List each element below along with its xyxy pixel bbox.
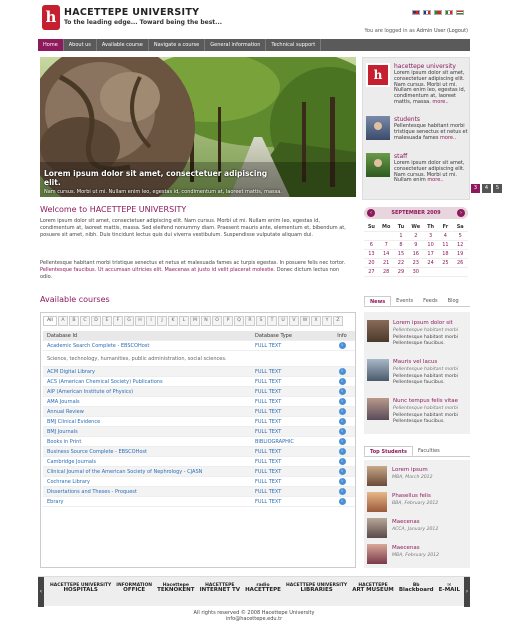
welcome-paragraph: Pellentesque habitant morbi tristique senectus et netus et malesuada fames ac turpis egestas. In posuere felis nec tortor. Pellentesque faucibus. Ut accumsan ultricies elit. Maecenas at justo id velit placerat molestie. Donec dictum lectus non odio. — [40, 260, 346, 280]
alphabet-tab-m[interactable]: M — [190, 316, 200, 326]
table-row — [43, 427, 355, 437]
table-row — [43, 407, 355, 417]
info-icon[interactable]: i — [339, 478, 346, 485]
student-name[interactable]: Maecenas — [392, 545, 420, 551]
database-name-link[interactable]: AMA Journals — [47, 399, 80, 405]
info-cell — [329, 467, 355, 476]
feature-item — [366, 113, 468, 155]
alphabet-tab-all[interactable]: All — [43, 316, 57, 326]
feature-text: Pellentesque habitant morbi tristique senectus et netus et malesuada fames more.. — [394, 123, 468, 141]
partner-logo-name: LIBRARIES — [300, 587, 333, 593]
welcome-title: Welcome to HACETTEPE UNIVERSITY — [40, 205, 187, 214]
info-icon[interactable]: i — [339, 368, 346, 375]
info-cell — [329, 417, 355, 426]
database-name-link[interactable]: AIP (American Institute of Physics) — [47, 389, 134, 395]
user-link[interactable]: Admin User — [416, 28, 446, 34]
alphabet-tab-g[interactable]: G — [124, 316, 134, 326]
info-cell — [329, 427, 355, 436]
calendar — [364, 207, 470, 291]
database-description: Science, technology, humanities, public administration, social sciences. — [43, 351, 355, 367]
calendar-day[interactable]: 20 — [364, 259, 379, 268]
students-thumb-icon[interactable] — [366, 116, 390, 140]
database-type: FULL TEXT — [255, 429, 282, 435]
partner-logo[interactable] — [399, 583, 434, 593]
partner-logo[interactable] — [286, 583, 347, 593]
info-icon[interactable]: i — [339, 408, 346, 415]
partner-logo[interactable] — [50, 583, 111, 593]
uk-flag-icon[interactable] — [412, 10, 420, 15]
partner-logo-small: HACETTEPE — [205, 583, 235, 588]
student-avatar[interactable] — [367, 492, 387, 512]
partner-logos — [50, 583, 460, 593]
database-type: FULL TEXT — [255, 399, 282, 405]
info-cell — [329, 377, 355, 386]
calendar-day[interactable]: 24 — [423, 259, 438, 268]
database-name-link[interactable]: ACS (American Chemical Society) Publications — [47, 379, 163, 385]
database-name-link[interactable]: Cambridge Journals — [47, 459, 96, 465]
student-program: BBA, February 2012 — [392, 501, 439, 506]
database-name-link[interactable]: Annual Review — [47, 409, 84, 415]
courses-title: Available courses — [40, 295, 110, 304]
calendar-day[interactable]: 22 — [394, 259, 409, 268]
more-link[interactable]: more.. — [427, 177, 444, 184]
info-cell — [329, 437, 355, 446]
alphabet-tab-z[interactable]: Z — [333, 316, 343, 326]
alphabet-tab-j[interactable]: J — [157, 316, 167, 326]
calendar-day[interactable]: 7 — [379, 241, 394, 250]
alphabet-tab-s[interactable]: S — [256, 316, 266, 326]
calendar-day[interactable]: 19 — [453, 250, 468, 259]
partner-logo-name: OFFICE — [123, 587, 146, 593]
tab-top-students[interactable]: Top Students — [364, 446, 413, 456]
calendar-weekday: Sa — [453, 223, 468, 232]
info-cell — [329, 367, 355, 376]
calendar-day[interactable]: 13 — [364, 250, 379, 259]
info-icon[interactable]: i — [339, 378, 346, 385]
feature-title[interactable]: staff — [394, 153, 408, 160]
copyright: All rights reserved © 2008 Hacettepe University — [193, 610, 315, 616]
people-tabs — [364, 446, 470, 457]
database-type: FULL TEXT — [255, 419, 282, 425]
info-icon[interactable]: i — [339, 418, 346, 425]
calendar-day[interactable]: 15 — [394, 250, 409, 259]
feature-panel — [362, 57, 470, 200]
database-name-link[interactable]: Ebrary — [47, 499, 64, 505]
student-item — [367, 491, 469, 516]
database-type: FULL TEXT — [255, 409, 282, 415]
logout-link[interactable]: (Logout) — [446, 28, 468, 34]
alphabet-tab-u[interactable]: U — [278, 316, 288, 326]
student-name[interactable]: Lorem ipsum — [392, 467, 428, 473]
courses-table — [43, 331, 355, 507]
portugal-flag-icon[interactable] — [434, 10, 442, 15]
calendar-day[interactable]: 11 — [438, 241, 453, 250]
feature-item — [366, 150, 468, 192]
calendar-day[interactable]: 6 — [364, 241, 379, 250]
info-cell — [329, 487, 355, 496]
student-program: ACCA, January 2012 — [392, 527, 439, 532]
calendar-day[interactable]: 30 — [408, 268, 423, 277]
calendar-month: SEPTEMBER 2009 — [391, 210, 441, 216]
calendar-day[interactable]: 17 — [423, 250, 438, 259]
partner-logo[interactable] — [157, 583, 194, 593]
login-status — [365, 28, 468, 34]
alphabet-tab-p[interactable]: P — [223, 316, 233, 326]
info-cell — [329, 457, 355, 466]
alphabet-filter — [43, 316, 343, 326]
calendar-day[interactable]: 4 — [438, 232, 453, 241]
student-program: MBA, March 2012 — [392, 475, 433, 480]
info-cell — [329, 477, 355, 486]
calendar-day[interactable]: 10 — [423, 241, 438, 250]
student-item — [367, 543, 469, 568]
site-slogan: To the leading edge... Toward being the best... — [64, 19, 223, 26]
partner-logo-small: radio — [256, 583, 270, 588]
database-name-link[interactable]: Books in Print — [47, 439, 82, 445]
news-text: Pellentesque habitant morbi Pellentesque faucibus. — [393, 413, 458, 424]
partner-logo-name: ART MUSEUM — [352, 587, 394, 593]
calendar-prev-icon[interactable]: ‹ — [367, 209, 375, 217]
site-title[interactable]: HACETTEPE UNIVERSITY — [64, 7, 200, 18]
calendar-day[interactable]: 26 — [453, 259, 468, 268]
database-type: FULL TEXT — [255, 449, 282, 455]
nav-technical-support[interactable]: Technical support — [266, 39, 321, 51]
partner-logo[interactable] — [116, 583, 152, 593]
table-row — [43, 387, 355, 397]
footer-email-link[interactable]: info@hacettepe.edu.tr — [225, 616, 283, 622]
database-name-link[interactable]: ACM Digital Library — [47, 369, 96, 375]
info-cell — [329, 407, 355, 416]
news-item — [367, 396, 469, 434]
calendar-day — [423, 268, 438, 277]
info-icon[interactable]: i — [339, 488, 346, 495]
calendar-day[interactable]: 9 — [408, 241, 423, 250]
welcome-paragraph: Lorem ipsum dolor sit amet, consectetuer adipiscing elit. Nam cursus. Morbi ut mi. Nullam enim leo, egestas id, condimentum at, laoreet mattis, massa. Sed eleifend nonummy diam. Praesent mauris ante, elementum et, bibendum at, posuere sit amet, nibh. Duis tincidunt lectus quis dui viverra vestibulum. Suspendisse vulputate aliquam dui. — [40, 218, 346, 238]
partner-logo-name: E-MAIL — [438, 587, 460, 593]
partner-logo[interactable] — [200, 583, 240, 593]
partner-logo-small: Bb — [412, 583, 420, 588]
alphabet-tab-r[interactable]: R — [245, 316, 255, 326]
alphabet-tab-x[interactable]: X — [311, 316, 321, 326]
calendar-day — [364, 232, 379, 241]
info-cell — [329, 387, 355, 396]
database-type: FULL TEXT — [255, 343, 282, 349]
news-title[interactable]: Nunc tempus felis vitae — [393, 398, 459, 404]
database-type: FULL TEXT — [255, 499, 282, 505]
news-thumb[interactable] — [367, 398, 389, 420]
student-name[interactable]: Maecenas — [392, 519, 420, 525]
student-avatar[interactable] — [367, 466, 387, 486]
nav-home[interactable]: Home — [38, 39, 64, 51]
welcome-link[interactable]: Ut accumsan ultricies elit. Maecenas at justo id velit placerat molestie. — [97, 267, 276, 273]
info-icon[interactable]: i — [339, 498, 346, 505]
table-row — [43, 341, 355, 351]
alphabet-tab-a[interactable]: A — [58, 316, 68, 326]
calendar-weekday: Fr — [438, 223, 453, 232]
partner-logo-small: HACETTEPE UNIVERSITY — [285, 583, 348, 588]
news-subtitle: Pellentesque habitant morbi — [393, 328, 459, 333]
alphabet-tab-f[interactable]: F — [113, 316, 123, 326]
calendar-day[interactable]: 12 — [453, 241, 468, 250]
calendar-day — [379, 232, 394, 241]
courses-panel — [40, 312, 356, 568]
database-type: FULL TEXT — [255, 459, 282, 465]
university-thumb-icon[interactable]: h — [366, 63, 390, 87]
feature-text: Lorem ipsum dolor sit amet, consectetuer adipiscing elit. Nam cursus. Morbi ut mi. Nullam enim more.. — [394, 160, 465, 184]
logos-next-icon[interactable]: › — [464, 577, 470, 607]
calendar-day[interactable]: 5 — [453, 232, 468, 241]
tab-news[interactable]: News — [364, 296, 391, 306]
calendar-row — [364, 268, 468, 277]
slider-page-4[interactable]: 4 — [482, 184, 491, 193]
alphabet-tab-e[interactable]: E — [102, 316, 112, 326]
alphabet-tab-d[interactable]: D — [91, 316, 101, 326]
header-database-id[interactable]: Database Id — [47, 333, 78, 339]
partner-logo[interactable] — [352, 583, 394, 593]
student-item — [367, 517, 469, 542]
alphabet-tab-i[interactable]: I — [146, 316, 156, 326]
more-link[interactable]: more.. — [432, 98, 449, 105]
info-icon[interactable]: i — [339, 438, 346, 445]
database-type: FULL TEXT — [255, 469, 282, 475]
partner-logo-name: Blackboard — [398, 587, 434, 593]
calendar-day[interactable]: 21 — [379, 259, 394, 268]
alphabet-tab-n[interactable]: N — [201, 316, 211, 326]
calendar-header — [364, 207, 468, 219]
calendar-row — [364, 232, 468, 241]
table-row — [43, 457, 355, 467]
info-icon[interactable]: i — [339, 468, 346, 475]
partner-logo[interactable] — [439, 583, 460, 593]
info-cell — [329, 447, 355, 456]
student-name[interactable]: Phasellus felis — [392, 493, 431, 499]
database-type: FULL TEXT — [255, 389, 282, 395]
database-type: FULL TEXT — [255, 379, 282, 385]
partner-logo-small: ✉ — [447, 583, 452, 588]
news-text: Pellentesque habitant morbi Pellentesque faucibus. — [393, 374, 458, 385]
alphabet-tab-t[interactable]: T — [267, 316, 277, 326]
partner-logo-small: HACETTEPE UNIVERSITY — [50, 583, 112, 588]
table-row — [43, 497, 355, 507]
table-row — [43, 367, 355, 377]
calendar-day[interactable]: 8 — [394, 241, 409, 250]
italy-flag-icon[interactable] — [445, 10, 453, 15]
tab-blog[interactable]: Blog — [447, 298, 459, 304]
calendar-day[interactable]: 2 — [408, 232, 423, 241]
table-body — [43, 341, 355, 507]
partner-logo-small: Hacettepe — [162, 583, 189, 588]
table-row — [43, 447, 355, 457]
calendar-day[interactable]: 27 — [364, 268, 379, 277]
france-flag-icon[interactable] — [423, 10, 431, 15]
alphabet-tab-k[interactable]: K — [168, 316, 178, 326]
news-subtitle: Pellentesque habitant morbi — [393, 367, 459, 372]
more-link[interactable]: more.. — [440, 134, 457, 141]
student-item — [367, 465, 469, 490]
calendar-day[interactable]: 29 — [394, 268, 409, 277]
slider-title[interactable]: Lorem ipsum dolor sit amet, consectetuer adipiscing elit. — [44, 169, 268, 187]
calendar-weekday: Mo — [379, 223, 394, 232]
news-subtitle: Pellentesque habitant morbi — [393, 406, 459, 411]
database-name-link[interactable]: Dissertations and Theses - Proquest — [47, 489, 137, 495]
table-row — [43, 377, 355, 387]
table-row — [43, 477, 355, 487]
calendar-day[interactable]: 23 — [408, 259, 423, 268]
language-flags — [412, 10, 464, 15]
partner-logo-bar — [38, 576, 470, 606]
calendar-day[interactable]: 25 — [438, 259, 453, 268]
feature-text: Lorem ipsum dolor sit amet, consectetuer adipiscing elit. Nam cursus. Morbi ut mi. Nullam enim leo, egestas id, condimentum at, laoreet mattis, massa. more.. — [394, 70, 466, 105]
nav-general-information[interactable]: General information — [205, 39, 266, 51]
welcome-link[interactable]: Pellentesque faucibus. — [40, 267, 97, 273]
partner-logo-name: TEKNOKENT — [157, 587, 195, 593]
alphabet-tab-q[interactable]: Q — [234, 316, 244, 326]
table-row — [43, 417, 355, 427]
database-name-link[interactable]: Academic Search Complete - EBSCOHost — [47, 343, 150, 349]
info-cell — [329, 341, 355, 350]
database-type: FULL TEXT — [255, 479, 282, 485]
tab-events[interactable]: Events — [396, 298, 414, 304]
info-icon[interactable]: i — [339, 398, 346, 405]
news-list — [364, 312, 470, 434]
calendar-row — [364, 250, 468, 259]
header-info: Info — [337, 333, 347, 339]
calendar-row — [364, 223, 468, 232]
partner-logo[interactable] — [245, 583, 281, 593]
slider-page-5[interactable]: 5 — [493, 184, 502, 193]
partner-logo-small: HACETTEPE — [358, 583, 388, 588]
news-thumb[interactable] — [367, 320, 389, 342]
student-program: MBA, February 2012 — [392, 553, 440, 558]
news-item — [367, 357, 469, 395]
info-cell — [329, 497, 355, 506]
info-icon[interactable]: i — [339, 458, 346, 465]
news-tabs — [364, 296, 470, 307]
feature-title[interactable]: students — [394, 116, 421, 123]
info-icon[interactable]: i — [339, 388, 346, 395]
alphabet-tab-o[interactable]: O — [212, 316, 222, 326]
partner-logo-name: HACETTEPE — [245, 587, 281, 593]
info-icon[interactable]: i — [339, 428, 346, 435]
main-navigation — [38, 39, 470, 51]
footer — [38, 610, 470, 622]
partner-logo-name: HOSPITALS — [63, 587, 98, 593]
slider-text: Nam cursus. Morbi ut mi. Nullam enim leo, egestas id, condimentum at, laoreet mattis, massa. — [44, 189, 282, 195]
calendar-row — [364, 241, 468, 250]
partner-logo-small: INFORMATION — [116, 583, 153, 588]
header-database-type[interactable]: Database Type — [255, 333, 292, 339]
database-name-link[interactable]: Clinical Journal of the American Society of Nephrology - CJASN — [47, 469, 203, 475]
database-type: FULL TEXT — [255, 489, 282, 495]
calendar-day[interactable]: 18 — [438, 250, 453, 259]
header — [38, 0, 470, 38]
calendar-weekday: Su — [364, 223, 379, 232]
database-name-link[interactable]: BMJ Journals — [47, 429, 78, 435]
calendar-grid — [364, 223, 468, 277]
news-title[interactable]: Mauris vel lacus — [393, 359, 438, 365]
university-logo-icon[interactable]: h — [42, 5, 60, 30]
alphabet-tab-l[interactable]: L — [179, 316, 189, 326]
calendar-weekday: Th — [423, 223, 438, 232]
calendar-day[interactable]: 28 — [379, 268, 394, 277]
table-header — [43, 331, 355, 341]
alphabet-tab-c[interactable]: C — [80, 316, 90, 326]
alphabet-tab-w[interactable]: W — [300, 316, 310, 326]
alphabet-tab-y[interactable]: Y — [322, 316, 332, 326]
table-row — [43, 397, 355, 407]
slider-page-3[interactable]: 3 — [471, 184, 480, 193]
calendar-weekday: Tu — [394, 223, 409, 232]
image-slider[interactable] — [40, 57, 356, 197]
student-avatar[interactable] — [367, 518, 387, 538]
news-thumb[interactable] — [367, 359, 389, 381]
logos-prev-icon[interactable]: ‹ — [38, 577, 44, 607]
partner-logo-name: INTERNET TV — [199, 587, 241, 593]
calendar-row — [364, 259, 468, 268]
calendar-day[interactable]: 14 — [379, 250, 394, 259]
calendar-weekday: We — [408, 223, 423, 232]
alphabet-tab-h[interactable]: H — [135, 316, 145, 326]
calendar-day[interactable]: 16 — [408, 250, 423, 259]
info-cell — [329, 397, 355, 406]
database-type: FULL TEXT — [255, 369, 282, 375]
news-title[interactable]: Lorem ipsum dolor sit — [393, 320, 453, 326]
tab-faculties[interactable]: Faculties — [417, 448, 440, 454]
slider-caption — [44, 169, 284, 195]
database-name-link[interactable]: BMJ Clinical Evidence — [47, 419, 101, 425]
database-type: BIBLIOGRAPHIC — [255, 439, 294, 445]
table-row — [43, 467, 355, 477]
student-avatar[interactable] — [367, 544, 387, 564]
table-row — [43, 437, 355, 447]
calendar-next-icon[interactable]: › — [457, 209, 465, 217]
table-row — [43, 487, 355, 497]
feature-item — [366, 60, 468, 105]
tab-feeds[interactable]: Feeds — [423, 298, 438, 304]
news-item — [367, 318, 469, 356]
info-icon[interactable]: i — [339, 342, 346, 349]
alphabet-tab-b[interactable]: B — [69, 316, 79, 326]
calendar-day[interactable]: 3 — [423, 232, 438, 241]
hungary-flag-icon[interactable] — [456, 10, 464, 15]
staff-thumb-icon[interactable] — [366, 153, 390, 177]
students-list — [364, 460, 470, 568]
nav-about-us[interactable]: About us — [64, 39, 97, 51]
nav-available-course[interactable]: Available course — [97, 39, 149, 51]
calendar-day — [453, 268, 468, 277]
calendar-day[interactable]: 1 — [394, 232, 409, 241]
login-prefix: You are logged in as — [364, 28, 417, 34]
nav-navigate-course[interactable]: Navigate a course — [149, 39, 205, 51]
database-name-link[interactable]: Business Source Complete - EBSCOHost — [47, 449, 147, 455]
calendar-day — [438, 268, 453, 277]
news-text: Pellentesque habitant morbi Pellentesque faucibus. — [393, 335, 458, 346]
database-name-link[interactable]: Cochrane Library — [47, 479, 90, 485]
info-icon[interactable]: i — [339, 448, 346, 455]
alphabet-tab-v[interactable]: V — [289, 316, 299, 326]
feature-title[interactable]: hacettepe university — [394, 63, 456, 70]
